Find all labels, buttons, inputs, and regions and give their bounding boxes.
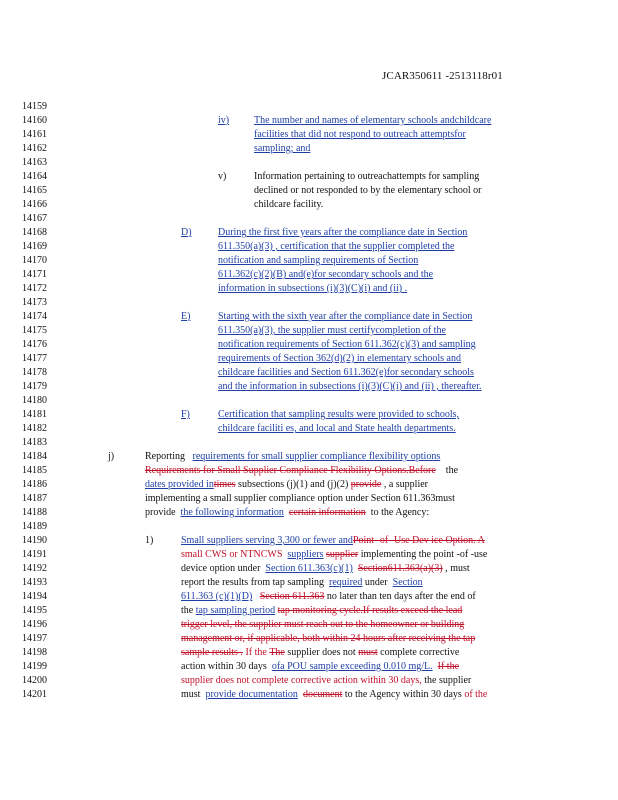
text-line: 611.362(c)(2)(B) and(e)for secondary schools and the [218, 269, 434, 280]
text-run: the supplier [421, 675, 472, 686]
line-number: 14168 [22, 227, 47, 238]
text-line: childcare facilities and Section 611.362(e)for secondary schools [218, 367, 474, 378]
text-line [181, 675, 471, 686]
text-line [181, 549, 487, 560]
text-line: declined or not responded to by the elementary school or [254, 185, 482, 196]
text-line [145, 507, 429, 518]
text-line [145, 465, 458, 476]
text-run: Section 611.363(c)(1) [265, 563, 353, 574]
line-number: 14167 [22, 213, 47, 224]
text-run: must [358, 647, 378, 658]
line-number: 14184 [22, 451, 47, 462]
text-run: to the Agency within 30 days [342, 689, 462, 700]
text-run: The [269, 647, 285, 658]
line-number: 14163 [22, 157, 47, 168]
text-line: requirements of Section 362(d)(2) in elementary schools and [218, 353, 461, 364]
line-number: 14194 [22, 591, 47, 602]
item-marker-d: D) [181, 227, 192, 238]
line-number: 14177 [22, 353, 47, 364]
text-line [145, 479, 428, 490]
item-marker-f: F) [181, 409, 190, 420]
line-number: 14180 [22, 395, 47, 406]
text-run: tap monitoring cycle.If results exceed the lead [277, 605, 463, 616]
text-line [145, 451, 440, 462]
text-run: Section [392, 577, 423, 588]
line-number: 14174 [22, 311, 47, 322]
text-run: required [329, 577, 363, 588]
text-line: implementing a small supplier compliance option under Section 611.363must [145, 493, 455, 504]
text-run: Requirements for Small Supplier Compliance Flexibility Options.Before [145, 465, 436, 476]
line-number: 14165 [22, 185, 47, 196]
text-run: must [181, 689, 201, 700]
item-marker-iv: iv) [218, 115, 230, 126]
text-run: 611.363 (c)(1)(D) [181, 591, 253, 602]
text-run: Section611.363(a)(3) [357, 563, 443, 574]
text-run: times [213, 479, 236, 490]
text-line [181, 563, 470, 574]
text-line [181, 661, 459, 672]
text-run: small CWS or NTNCWS [181, 549, 283, 560]
text-run: , a supplier [381, 479, 428, 490]
item-marker-v: v) [218, 171, 227, 182]
line-number: 14199 [22, 661, 47, 672]
text-run: provide [350, 479, 382, 490]
text-run: device option under [181, 563, 261, 574]
line-number: 14191 [22, 549, 47, 560]
text-run: supplier does not complete corrective action within 30 days, [181, 675, 422, 686]
line-number: 14187 [22, 493, 47, 504]
line-number: 14196 [22, 619, 47, 630]
text-run: Small suppliers serving 3,300 or fewer and [181, 535, 353, 546]
text-line: 611.350(a)(3), the supplier must certifycompletion of the [218, 325, 446, 336]
document-header: JCAR350611 -2513118r01 [382, 70, 503, 82]
text-run: certain information [288, 507, 366, 518]
text-run: If the [437, 661, 460, 672]
line-number: 14162 [22, 143, 47, 154]
line-number: 14179 [22, 381, 47, 392]
item-marker-1: 1) [145, 535, 154, 546]
text-run: the following information [180, 507, 284, 518]
line-number: 14172 [22, 283, 47, 294]
text-line [181, 535, 485, 546]
text-line: childcare faciliti es, and local and State health departments. [218, 423, 456, 434]
text-line: trigger level, the supplier must reach out to the homeowner or building [181, 619, 465, 630]
text-line [181, 689, 487, 700]
text-line [181, 647, 459, 658]
line-number: 14164 [22, 171, 47, 182]
text-run: tap sampling period [195, 605, 276, 616]
text-run: If the [242, 647, 267, 658]
line-number: 14192 [22, 563, 47, 574]
line-number: 14171 [22, 269, 47, 280]
line-number: 14200 [22, 675, 47, 686]
text-line: Starting with the sixth year after the compliance date in Section [218, 311, 473, 322]
text-run: , certification that the supplier completed the [272, 241, 455, 252]
line-number: 14197 [22, 633, 47, 644]
line-number: 14190 [22, 535, 47, 546]
text-run: report the results from tap sampling [181, 577, 325, 588]
text-line: During the first five years after the compliance date in Section [218, 227, 468, 238]
text-line: childcare facility. [254, 199, 324, 210]
text-run: Reporting [145, 451, 185, 462]
text-line [218, 241, 455, 252]
line-number: 14195 [22, 605, 47, 616]
text-run: subsections (j)(1) and (j)(2) [235, 479, 349, 490]
text-run: the [181, 605, 194, 616]
text-run: implementing the point -of -use [358, 549, 488, 560]
text-line: information in subsections (i)(3)(C)(i) and (ii) . [218, 283, 408, 294]
text-run: 611.350(a)(3) [218, 241, 273, 252]
text-line: The number and names of elementary schools andchildcare [254, 115, 492, 126]
text-line: notification requirements of Section 611.362(c)(3) and sampling [218, 339, 476, 350]
text-run: action within 30 days [181, 661, 267, 672]
line-number: 14176 [22, 339, 47, 350]
text-run: complete corrective [377, 647, 460, 658]
text-run: under [362, 577, 388, 588]
text-line: notification and sampling requirements of Section [218, 255, 419, 266]
text-run: sample results . [181, 647, 243, 658]
text-line [181, 577, 423, 588]
line-number: 14189 [22, 521, 47, 532]
text-line: Certification that sampling results were provided to schools, [218, 409, 460, 420]
line-number: 14178 [22, 367, 47, 378]
line-number: 14169 [22, 241, 47, 252]
text-run: no later than ten days after the end of [324, 591, 476, 602]
text-run: of the [461, 689, 488, 700]
line-number: 14170 [22, 255, 47, 266]
line-number: 14160 [22, 115, 47, 126]
line-number: 14182 [22, 423, 47, 434]
text-run: , must [442, 563, 470, 574]
line-number: 14173 [22, 297, 47, 308]
text-line: sampling; and [254, 143, 311, 154]
text-line [181, 591, 476, 602]
line-number: 14166 [22, 199, 47, 210]
item-marker-e: E) [181, 311, 191, 322]
text-line: Information pertaining to outreachattempts for sampling [254, 171, 480, 182]
line-number: 14188 [22, 507, 47, 518]
line-number: 14193 [22, 577, 47, 588]
text-run: dates provided in [145, 479, 214, 490]
text-run: document [302, 689, 343, 700]
text-run: Point -of -Use Dev ice Option. A [352, 535, 485, 546]
text-run: ofa POU sample exceeding 0.010 mg/L. [271, 661, 433, 672]
text-run: the [445, 465, 459, 476]
text-run: provide [145, 507, 176, 518]
line-number: 14159 [22, 101, 47, 112]
text-run: to the Agency: [370, 507, 430, 518]
line-number: 14198 [22, 647, 47, 658]
text-line [181, 605, 462, 616]
line-number: 14175 [22, 325, 47, 336]
text-run: suppliers [287, 549, 324, 560]
text-run: requirements for small supplier compliance flexibility options [192, 451, 441, 462]
line-number: 14185 [22, 465, 47, 476]
text-run: Section 611.363 [259, 591, 325, 602]
text-run: supplier does not [284, 647, 356, 658]
text-run: supplier [326, 549, 359, 560]
line-number: 14186 [22, 479, 47, 490]
text-run: provide documentation [205, 689, 298, 700]
line-number: 14161 [22, 129, 47, 140]
line-number: 14181 [22, 409, 47, 420]
text-line: management or, if applicable, both within 24 hours after receiving the tap [181, 633, 476, 644]
text-line: and the information in subsections (i)(3)(C)(i) and (ii) , thereafter. [218, 381, 482, 392]
line-number: 14183 [22, 437, 47, 448]
line-number: 14201 [22, 689, 47, 700]
text-line: facilities that did not respond to outreach attemptsfor [254, 129, 466, 140]
item-marker-j: j) [108, 451, 115, 462]
